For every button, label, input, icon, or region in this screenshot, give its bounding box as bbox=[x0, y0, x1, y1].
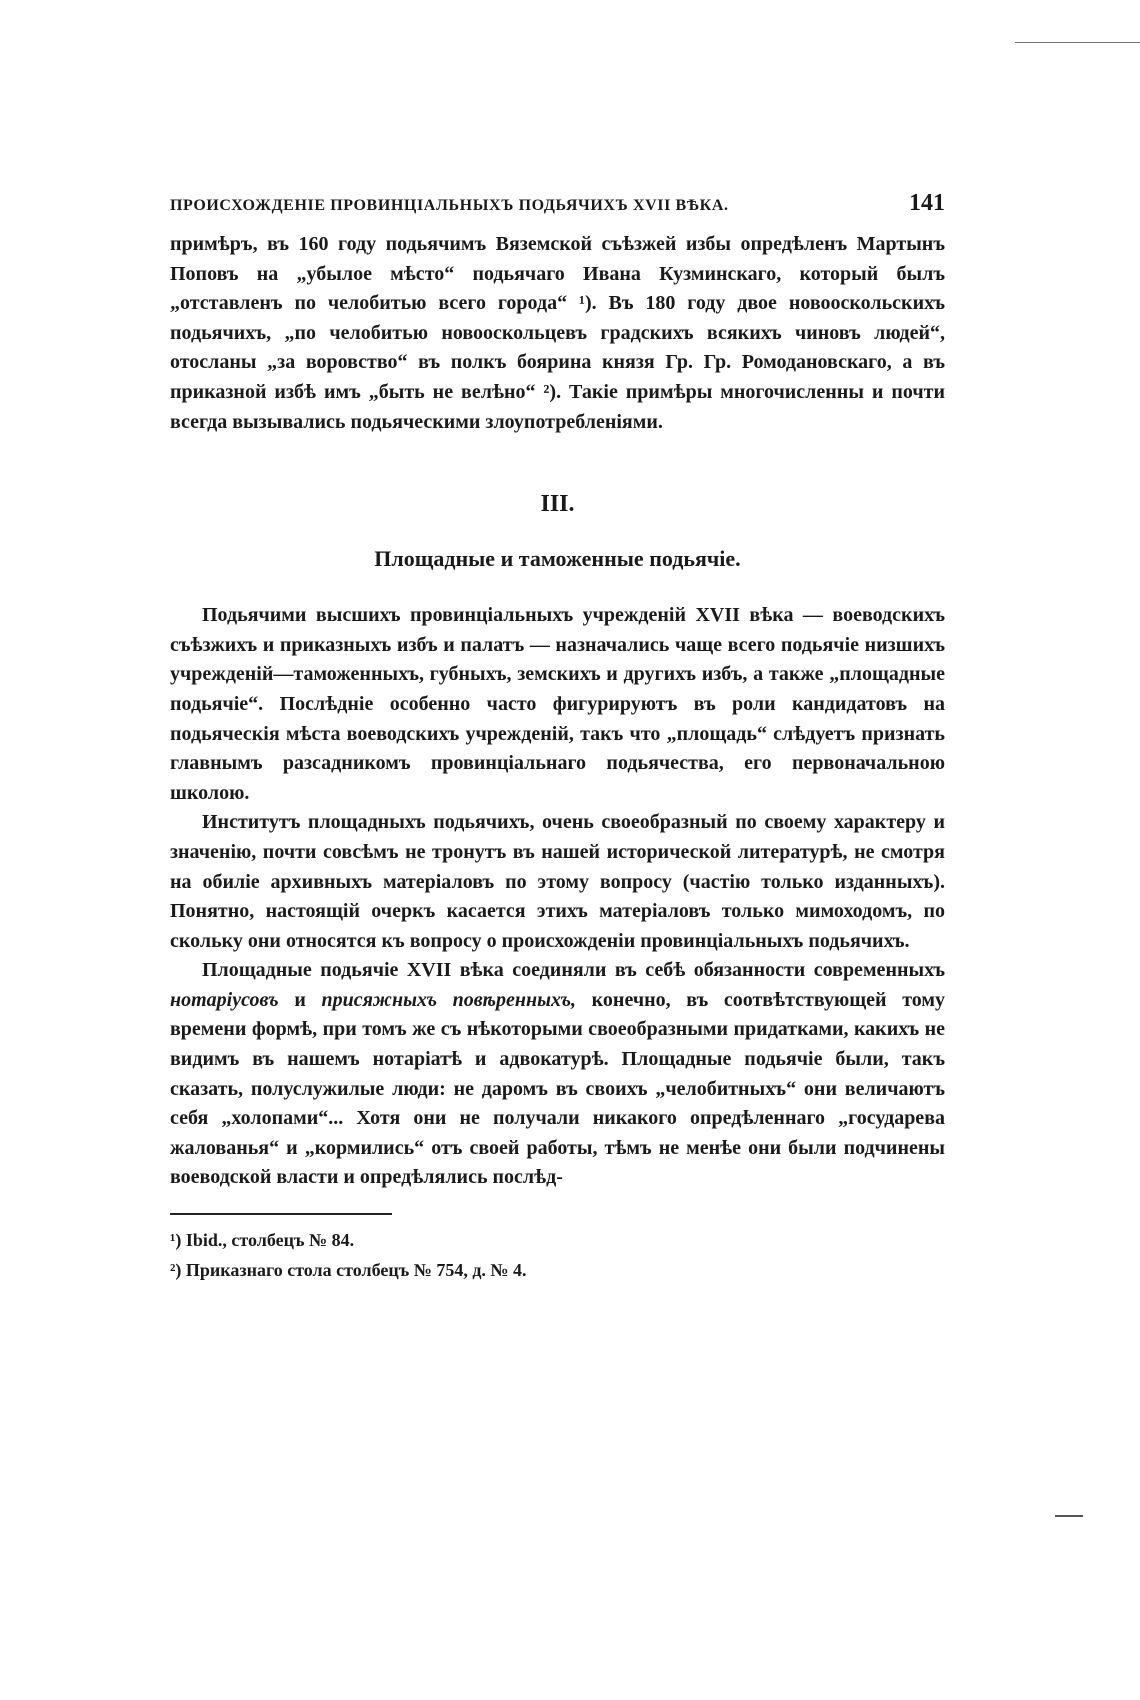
paragraph-4-start: Площадные подьячіе XVII вѣка соединяли въ себѣ обязанности современныхъ bbox=[202, 959, 945, 982]
paragraph-3: Институтъ площадныхъ подьячихъ, очень своеобразный по своему характеру и значенію, почти совсѣмъ не тронутъ въ нашей исторической литературѣ, не смотря на обиліе архивныхъ матеріаловъ по этому вопросу (частію только изданныхъ). Понятно, настоящій очеркъ касается этихъ матеріаловъ только мимоходомъ, по скольку они относятся къ вопросу о происхожденіи провинціальныхъ подьячихъ. bbox=[170, 811, 945, 952]
footnote-2 bbox=[170, 1255, 945, 1285]
scan-mark bbox=[1055, 1515, 1083, 1517]
paragraph-4 bbox=[170, 956, 945, 1193]
paragraph-1: примѣръ, въ 160 году подьячимъ Вяземской съѣзжей избы опредѣленъ Мартынъ Поповъ на „убылое мѣсто“ подьячаго Ивана Кузминскаго, который былъ „отставленъ по челобитью всего города“ ¹). Въ 180 году двое новооскольскихъ подьячихъ, „по челобитью новооскольцевъ градскихъ всякихъ чиновъ людей“, отосланы „за воровство“ въ полкъ боярина князя Гр. Гр. Ромодановскаго, а въ приказной избѣ имъ „быть не велѣно“ ²). Такіе примѣры многочисленны и почти всегда вызывались подьяческими злоупотребленіями. bbox=[170, 233, 945, 433]
footnote-1 bbox=[170, 1225, 945, 1255]
footnote-1-text: Ibid., столбецъ № 84. bbox=[185, 1230, 355, 1251]
footnote-divider bbox=[170, 1213, 392, 1215]
italic-attorneys: присяжныхъ повѣренныхъ, bbox=[321, 988, 577, 1011]
footnote-2-mark: ²) bbox=[170, 1260, 182, 1281]
italic-notaries: нотаріусовъ bbox=[170, 988, 279, 1011]
section-title: Площадные и таможенные подьячіе. bbox=[374, 546, 741, 572]
paragraph-2: Подьячими высшихъ провинціальныхъ учрежденій XVII вѣка — воеводскихъ съѣзжихъ и приказныхъ избъ и палатъ — назначались чаще всего подьячіе низшихъ учрежденій—таможенныхъ, губныхъ, земскихъ и другихъ избъ, а также „площадные подьячіе“. Послѣдніе особенно часто фигурируютъ въ роли кандидатовъ на подьяческія мѣста воеводскихъ учрежденій, такъ что „площадь“ слѣдуетъ признать главнымъ разсадникомъ провинціальнаго подьячества, его первоначальною школою. bbox=[170, 604, 945, 804]
paragraph-4-end: конечно, въ соотвѣтствующей тому времени формѣ, при томъ же съ нѣкоторыми своеобразными придатками, какихъ не видимъ въ нашемъ нотаріатѣ и адвокатурѣ. Площадные подьячіе были, такъ сказать, полуслужилые люди: не даромъ въ своихъ „челобитныхъ“ они величаютъ себя „холопами“... Хотя они не получали никакого опредѣленнаго „государева жалованья“ и „кормились“ отъ своей работы, тѣмъ не менѣе они были подчинены воеводской власти и опредѣлялись послѣд- bbox=[170, 988, 946, 1189]
running-head bbox=[170, 190, 945, 230]
paragraph-4-and: и bbox=[294, 988, 306, 1011]
running-title: ПРОИСХОЖДЕНІЕ ПРОВИНЦІАЛЬНЫХЪ ПОДЬЯЧИХЪ XVII ВѢКА. bbox=[170, 197, 729, 214]
top-edge-rule bbox=[1015, 42, 1140, 43]
book-page bbox=[170, 190, 945, 1285]
section-numeral: III. bbox=[540, 491, 575, 518]
page-number: 141 bbox=[909, 190, 945, 216]
footnote-2-text: Приказнаго стола столбецъ № 754, д. № 4. bbox=[185, 1260, 527, 1281]
footnote-1-mark: ¹) bbox=[170, 1230, 182, 1251]
